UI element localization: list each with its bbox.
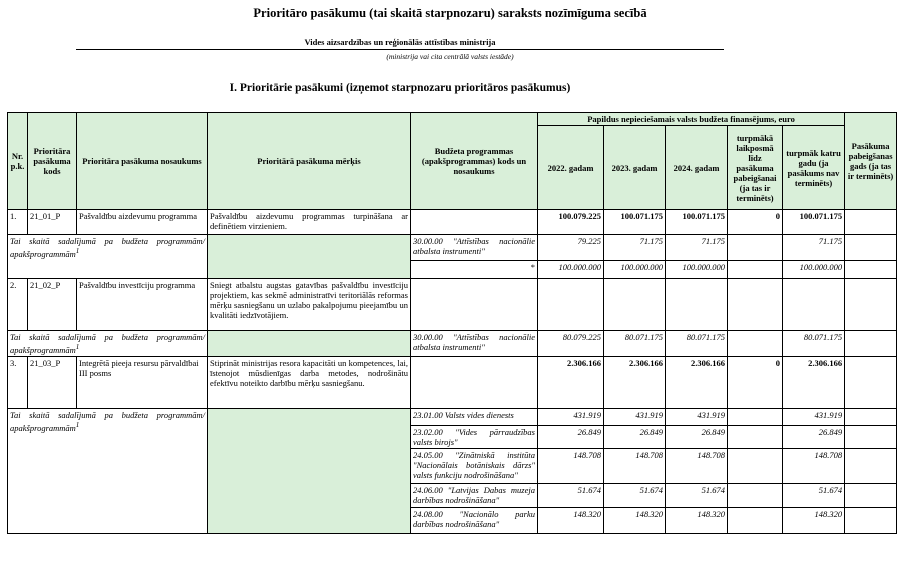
breakdown-budget: 24.08.00 "Nacionālo parku darbības nodrošināšana" [411,508,538,534]
breakdown-budget: 23.01.00 Valsts vides dienests [411,409,538,426]
header-name: Prioritāra pasākuma nosaukums [77,113,208,210]
row-each-year: 2.306.166 [783,357,845,409]
breakdown-2024: 51.674 [666,484,728,508]
breakdown-2024: 80.071.175 [666,331,728,357]
breakdown-2022: 431.919 [538,409,604,426]
breakdown-each-year: 26.849 [783,426,845,449]
breakdown-each-year: 80.071.175 [783,331,845,357]
breakdown-2023: 431.919 [604,409,666,426]
breakdown-2022: 51.674 [538,484,604,508]
header-code: Prioritāra pasākuma kods [28,113,77,210]
breakdown-each-year: 431.919 [783,409,845,426]
breakdown-2023: 26.849 [604,426,666,449]
breakdown-each-year: 148.708 [783,449,845,484]
header-end-year: Pasākuma pabeigšanas gads (ja tas ir terminēts) [845,113,897,210]
breakdown-label: Tai skaitā sadalījumā pa budžeta programmām/ apakšprogrammām$^1$ [8,409,208,534]
breakdown-2023: 148.708 [604,449,666,484]
breakdown-2022: 80.079.225 [538,331,604,357]
breakdown-budget: 23.02.00 "Vides pārraudzības valsts birojs" [411,426,538,449]
row-goal: Sniegt atbalstu augstas gatavības pašvaldību investīciju projektiem, kas sekmē administratīvi teritoriālās reformas mērķu sasniegšanu un uzlabo pakalpojumu pieejamību un kvalitāti iedzīvotājiem. [208,279,411,331]
breakdown-budget: 30.00.00 "Attīstības nacionālie atbalsta instrumenti" [411,235,538,261]
row-2023: 100.071.175 [604,210,666,235]
breakdown-2024: 71.175 [666,235,728,261]
table-row [8,235,897,261]
row-until-end: 0 [728,210,783,235]
breakdown-2024: 100.000.000 [666,261,728,279]
row-goal: Stiprināt ministrijas resora kapacitāti un kompetences, lai, īstenojot mūsdienīgas darba metodes, nodrošinātu efektīvu noteikto darbību mērķu sasniegšanu. [208,357,411,409]
row-2024: 100.071.175 [666,210,728,235]
breakdown-budget: * [411,261,538,279]
row-2022: 2.306.166 [538,357,604,409]
table-row [8,357,897,409]
row-until-end: 0 [728,357,783,409]
ministry-name: Vides aizsardzības un reģionālās attīstības ministrija [76,37,724,50]
header-nr: Nr. p.k. [8,113,28,210]
section-heading: I. Prioritārie pasākumi (izņemot starpnozaru prioritāros pasākumus) [229,82,571,94]
table-row [8,279,897,331]
row-goal: Pašvaldību aizdevumu programmas turpināšana ar definētiem virzieniem. [208,210,411,235]
row-nr: 2. [8,279,28,331]
header-goal: Prioritārā pasākuma mērķis [208,113,411,210]
header-each-year: turpmāk katru gadu (ja pasākums nav terminēts) [783,126,845,210]
breakdown-2023: 71.175 [604,235,666,261]
row-2022: 100.079.225 [538,210,604,235]
breakdown-each-year: 100.000.000 [783,261,845,279]
row-nr: 3. [8,357,28,409]
breakdown-each-year: 71.175 [783,235,845,261]
row-2024: 2.306.166 [666,357,728,409]
row-name: Pašvaldību aizdevumu programma [77,210,208,235]
breakdown-label: Tai skaitā sadalījumā pa budžeta programmām/ apakšprogrammām$^1$ [8,235,208,279]
breakdown-budget: 30.00.00 "Attīstības nacionālie atbalsta instrumenti" [411,331,538,357]
breakdown-each-year: 51.674 [783,484,845,508]
table-row [8,210,897,235]
header-2022: 2022. gadam [538,126,604,210]
breakdown-2023: 51.674 [604,484,666,508]
breakdown-2024: 431.919 [666,409,728,426]
ministry-note: (ministrija vai cita centrālā valsts iestāde) [386,52,514,61]
row-nr: 1. [8,210,28,235]
breakdown-label: Tai skaitā sadalījumā pa budžeta programmām/ apakšprogrammām$^1$ [8,331,208,357]
header-budget: Budžeta programmas (apakšprogrammas) kods un nosaukums [411,113,538,210]
breakdown-2024: 148.320 [666,508,728,534]
row-code: 21_01_P [28,210,77,235]
breakdown-2023: 100.000.000 [604,261,666,279]
row-each-year: 100.071.175 [783,210,845,235]
breakdown-2024: 26.849 [666,426,728,449]
breakdown-budget: 24.05.00 "Zinātniskā institūta "Nacionālais botāniskais dārzs" valsts funkciju nodrošināšana" [411,449,538,484]
header-funding: Papildus nepieciešamais valsts budžeta finansējums, euro [538,113,845,126]
breakdown-2024: 148.708 [666,449,728,484]
row-name: Pašvaldību investīciju programma [77,279,208,331]
breakdown-each-year: 148.320 [783,508,845,534]
row-name: Integrētā pieeja resursu pārvaldībai III posms [77,357,208,409]
header-until-end: turpmākā laikposmā līdz pasākuma pabeigšanai (ja tas ir terminēts) [728,126,783,210]
breakdown-2023: 80.071.175 [604,331,666,357]
document-title: Prioritāro pasākumu (tai skaitā starpnozaru) saraksts nozīmīguma secībā [253,6,647,20]
breakdown-2022: 79.225 [538,235,604,261]
row-2023: 2.306.166 [604,357,666,409]
breakdown-2022: 148.708 [538,449,604,484]
breakdown-2022: 100.000.000 [538,261,604,279]
header-2024: 2024. gadam [666,126,728,210]
breakdown-2022: 26.849 [538,426,604,449]
priority-measures-table [7,112,897,534]
breakdown-2023: 148.320 [604,508,666,534]
table-row [8,331,897,357]
row-code: 21_03_P [28,357,77,409]
table-row [8,409,897,426]
breakdown-2022: 148.320 [538,508,604,534]
header-2023: 2023. gadam [604,126,666,210]
breakdown-budget: 24.06.00 "Latvijas Dabas muzeja darbības nodrošināšana" [411,484,538,508]
row-code: 21_02_P [28,279,77,331]
